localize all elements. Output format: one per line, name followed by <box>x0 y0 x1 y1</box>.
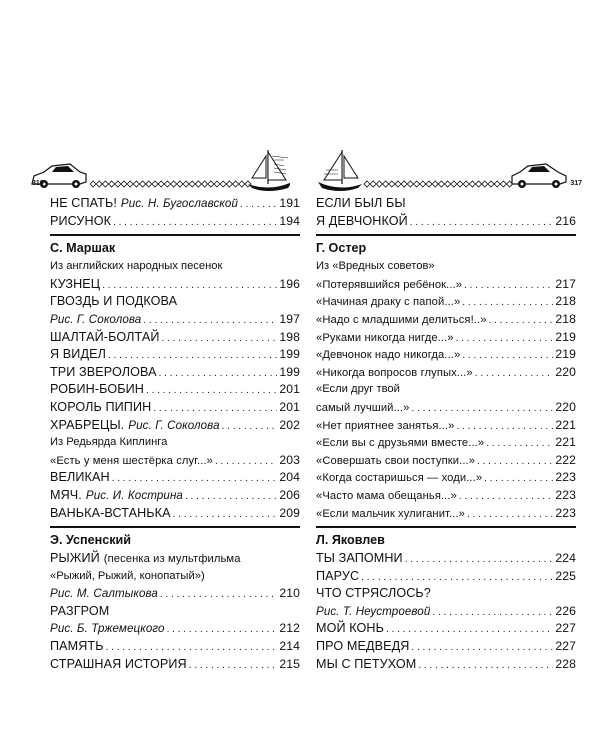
toc-entry <box>316 568 576 586</box>
entry-title: ТЫ ЗАПОМНИ <box>316 551 403 566</box>
leader-dots <box>464 277 553 295</box>
toc-entry <box>50 505 300 523</box>
diamond-mark <box>364 181 370 187</box>
diamond-border <box>90 181 251 187</box>
entry-page-number: 227 <box>555 621 576 636</box>
diamond-mark <box>171 181 177 187</box>
entry-page-number: 209 <box>279 505 300 520</box>
entry-title: РАЗГРОМ <box>50 603 110 618</box>
entry-page-number: 214 <box>279 639 300 654</box>
entry-title: МОЙ КОНЬ <box>316 621 384 636</box>
diamond-mark <box>226 181 232 187</box>
diamond-mark <box>195 181 201 187</box>
leader-dots <box>475 365 554 383</box>
diamond-mark <box>239 181 245 187</box>
entry-title: Я ВИДЕЛ <box>50 347 106 362</box>
author-heading: Г. Остер <box>316 234 576 258</box>
toc-entry <box>50 656 300 674</box>
diamond-mark <box>426 181 432 187</box>
entry-title: ГВОЗДЬ И ПОДКОВА <box>50 294 178 309</box>
right-page-header <box>302 144 582 198</box>
entry-page-number: 194 <box>279 213 300 228</box>
diamond-mark <box>407 181 413 187</box>
entry-title: Я ДЕВЧОНКОЙ <box>316 213 408 228</box>
leader-dots <box>173 506 278 524</box>
entry-page-number: 201 <box>279 399 300 414</box>
entry-page-number: 218 <box>555 311 576 326</box>
diamond-border <box>364 181 513 187</box>
diamond-mark <box>127 181 133 187</box>
page-number: 317 <box>570 180 582 187</box>
leader-dots <box>489 312 554 330</box>
diamond-mark <box>445 181 451 187</box>
leader-dots <box>143 312 277 330</box>
toc-entry <box>50 585 300 603</box>
entry-page-number: 226 <box>555 603 576 618</box>
toc-entry <box>316 550 576 568</box>
toc-entry <box>316 487 576 505</box>
leader-dots <box>146 382 277 400</box>
toc-entry <box>316 276 576 294</box>
toc-entry-title-line <box>316 195 576 213</box>
entry-title: «Потерявшийся ребёнок...» <box>316 278 463 291</box>
diamond-mark <box>220 181 226 187</box>
toc-entry <box>50 195 300 213</box>
diamond-mark <box>158 181 164 187</box>
entry-title: СТРАШНАЯ ИСТОРИЯ <box>50 656 187 671</box>
entry-title: РЫЖИЙ <box>50 551 100 566</box>
left-page <box>30 0 310 671</box>
diamond-mark <box>420 181 426 187</box>
toc-entry <box>316 434 576 452</box>
entry-title: «Есть у меня шестёрка слуг...» <box>50 454 213 467</box>
entry-title: «Надо с младшими делиться!..» <box>316 313 487 326</box>
leader-dots <box>477 453 553 471</box>
toc-entry <box>50 364 300 382</box>
right-header-ornament <box>302 144 572 198</box>
diamond-mark <box>109 181 115 187</box>
entry-title: МЯЧ. <box>50 487 82 502</box>
diamond-mark <box>133 181 139 187</box>
left-page-header <box>30 144 310 198</box>
diamond-mark <box>383 181 389 187</box>
entry-subtitle: (песенка из мультфильма <box>103 553 241 566</box>
entry-title: КУЗНЕЦ <box>50 276 101 291</box>
diamond-mark <box>494 181 500 187</box>
entry-title: «Если вы с друзьями вместе...» <box>316 437 485 450</box>
leader-dots <box>467 506 553 524</box>
diamond-mark <box>90 181 96 187</box>
leader-dots <box>106 639 278 657</box>
diamond-mark <box>414 181 420 187</box>
leader-dots <box>462 347 553 365</box>
toc-entry <box>316 346 576 364</box>
toc-entry-title-line <box>50 550 300 568</box>
diamond-mark <box>202 181 208 187</box>
diamond-mark <box>500 181 506 187</box>
diamond-mark <box>189 181 195 187</box>
sailboat-icon <box>318 150 362 191</box>
entry-title: «Совершать свои поступки...» <box>316 454 476 467</box>
toc-entry <box>316 469 576 487</box>
entry-page-number: 221 <box>555 435 576 450</box>
diamond-mark <box>457 181 463 187</box>
diamond-mark <box>401 181 407 187</box>
entry-page-number: 196 <box>279 276 300 291</box>
diamond-mark <box>102 181 108 187</box>
leader-dots <box>456 418 553 436</box>
toc-entry <box>316 417 576 435</box>
diamond-mark <box>121 181 127 187</box>
diamond-mark <box>463 181 469 187</box>
toc-note: Из английских народных песенок <box>50 260 223 273</box>
toc-entry <box>316 293 576 311</box>
entry-title: «Часто мама обещанья...» <box>316 489 457 502</box>
leader-dots <box>484 470 553 488</box>
entry-title: ТРИ ЗВЕРОЛОВА <box>50 364 157 379</box>
diamond-mark <box>214 181 220 187</box>
entry-title: МЫ С ПЕТУХОМ <box>316 656 417 671</box>
toc-entry <box>50 452 300 470</box>
entry-title: ПАМЯТЬ <box>50 639 104 654</box>
entry-illustrator: Рис. Н. Бугославской <box>120 197 239 210</box>
diamond-mark <box>208 181 214 187</box>
entry-title: ПАРУС <box>316 568 360 583</box>
entry-page-number: 201 <box>279 382 300 397</box>
toc-entry-title-line <box>50 293 300 311</box>
entry-title: «Никогда вопросов глупых...» <box>316 366 473 379</box>
entry-illustrator: Рис. Т. Неустроевой <box>316 604 431 618</box>
leader-dots <box>167 621 278 639</box>
left-header-ornament <box>30 144 290 198</box>
page-number: 316 <box>32 180 44 187</box>
entry-page-number: 223 <box>555 505 576 520</box>
entry-page-number: 224 <box>555 551 576 566</box>
entry-page-number: 218 <box>555 294 576 309</box>
sailboat-icon <box>248 150 290 191</box>
leader-dots <box>459 488 553 506</box>
car-icon <box>512 164 566 188</box>
entry-page-number: 199 <box>279 347 300 362</box>
leader-dots <box>361 569 553 587</box>
toc-entry <box>50 469 300 487</box>
entry-title: ВЕЛИКАН <box>50 470 110 485</box>
toc-left <box>50 195 300 673</box>
leader-dots <box>153 400 277 418</box>
diamond-mark <box>389 181 395 187</box>
diamond-mark <box>376 181 382 187</box>
entry-page-number: 228 <box>555 656 576 671</box>
toc-entry <box>50 213 300 231</box>
leader-dots <box>411 400 553 418</box>
toc-right <box>316 195 576 673</box>
toc-entry <box>50 346 300 364</box>
diamond-mark <box>476 181 482 187</box>
entry-page-number: 191 <box>279 196 300 210</box>
author-heading: С. Маршак <box>50 234 300 258</box>
leader-dots <box>222 418 278 436</box>
entry-illustrator: Рис. Г. Соколова <box>50 312 142 326</box>
diamond-mark <box>233 181 239 187</box>
diamond-mark <box>177 181 183 187</box>
entry-page-number: 206 <box>279 487 300 502</box>
leader-dots <box>189 657 278 675</box>
leader-dots <box>240 196 277 214</box>
toc-entry <box>316 603 576 621</box>
toc-entry <box>316 638 576 656</box>
entry-page-number: 219 <box>555 347 576 362</box>
entry-page-number: 217 <box>555 276 576 291</box>
leader-dots <box>215 453 277 471</box>
leader-dots <box>112 470 278 488</box>
author-heading: Л. Яковлев <box>316 526 576 550</box>
entry-title: РИСУНОК <box>50 213 112 228</box>
leader-dots <box>386 621 553 639</box>
entry-page-number: 198 <box>279 329 300 344</box>
diamond-mark <box>438 181 444 187</box>
entry-illustrator: Рис. М. Салтыкова <box>50 587 158 601</box>
entry-title: НЕ СПАТЬ! <box>50 196 117 210</box>
entry-illustrator: Рис. Б. Тржемецкого <box>50 622 165 636</box>
toc-entry <box>50 638 300 656</box>
leader-dots <box>486 435 553 453</box>
entry-page-number: 215 <box>279 656 300 671</box>
entry-page-number: 219 <box>555 329 576 344</box>
entry-title: ХРАБРЕЦЫ. <box>50 417 125 432</box>
entry-title: «Когда состаришься — ходи...» <box>316 472 483 485</box>
entry-page-number: 199 <box>279 364 300 379</box>
entry-page-number: 220 <box>555 364 576 379</box>
toc-entry <box>50 620 300 638</box>
diamond-mark <box>370 181 376 187</box>
toc-entry-title-line <box>316 585 576 603</box>
entry-page-number: 202 <box>279 417 300 432</box>
toc-entry <box>50 329 300 347</box>
leader-dots <box>405 551 554 569</box>
entry-page-number: 222 <box>555 452 576 467</box>
entry-page-number: 212 <box>279 621 300 636</box>
diamond-mark <box>469 181 475 187</box>
entry-title: ПРО МЕДВЕДЯ <box>316 639 410 654</box>
toc-entry <box>316 329 576 347</box>
toc-note: Из Редьярда Киплинга <box>50 436 168 449</box>
diamond-mark <box>183 181 189 187</box>
diamond-mark <box>115 181 121 187</box>
diamond-mark <box>488 181 494 187</box>
entry-title: «Если мальчик хулиганит...» <box>316 507 465 520</box>
leader-dots <box>432 604 553 622</box>
entry-page-number: 221 <box>555 417 576 432</box>
leader-dots <box>411 639 553 657</box>
toc-note: Из «Вредных советов» <box>316 260 435 273</box>
entry-title: КОРОЛЬ ПИПИН <box>50 399 152 414</box>
leader-dots <box>456 330 554 348</box>
entry-title: ШАЛТАЙ-БОЛТАЙ <box>50 329 160 344</box>
toc-entry <box>316 620 576 638</box>
entry-title: ЧТО СТРЯСЛОСЬ? <box>316 586 431 601</box>
leader-dots <box>410 214 554 232</box>
entry-page-number: 210 <box>279 586 300 601</box>
leader-dots <box>108 347 277 365</box>
diamond-mark <box>96 181 102 187</box>
entry-page-number: 220 <box>555 399 576 414</box>
leader-dots <box>113 214 277 232</box>
leader-dots <box>161 330 277 348</box>
entry-title: «Начиная драку с папой...» <box>316 296 461 309</box>
toc-entry <box>316 213 576 231</box>
entry-page-number: 216 <box>555 213 576 228</box>
toc-entry <box>50 417 300 435</box>
author-heading: Э. Успенский <box>50 526 300 550</box>
diamond-mark <box>146 181 152 187</box>
toc-entry <box>316 364 576 382</box>
entry-page-number: 204 <box>279 470 300 485</box>
toc-note: «Если друг твой <box>316 383 400 396</box>
diamond-mark <box>152 181 158 187</box>
leader-dots <box>418 657 553 675</box>
toc-entry <box>316 452 576 470</box>
toc-entry <box>316 505 576 523</box>
diamond-mark <box>140 181 146 187</box>
entry-title: «Нет приятнее занятья...» <box>316 419 455 432</box>
entry-page-number: 197 <box>279 311 300 326</box>
leader-dots <box>102 277 277 295</box>
entry-title: «Руками никогда нигде...» <box>316 331 454 344</box>
entry-title: ЕСЛИ БЫЛ БЫ <box>316 196 406 210</box>
toc-entry <box>50 487 300 505</box>
toc-entry <box>316 311 576 329</box>
entry-page-number: 203 <box>279 452 300 467</box>
diamond-mark <box>451 181 457 187</box>
toc-entry <box>50 381 300 399</box>
diamond-mark <box>482 181 488 187</box>
leader-dots <box>159 365 278 383</box>
entry-page-number: 225 <box>555 568 576 583</box>
entry-page-number: 223 <box>555 487 576 502</box>
entry-illustrator: Рис. И. Кострина <box>85 488 183 502</box>
right-page <box>302 0 582 671</box>
leader-dots <box>185 488 277 506</box>
entry-title: РОБИН-БОБИН <box>50 382 144 397</box>
toc-entry <box>316 399 576 417</box>
entry-title: «Девчонок надо никогда...» <box>316 349 461 362</box>
diamond-mark <box>432 181 438 187</box>
toc-entry-title-line <box>50 603 300 621</box>
toc-entry <box>50 311 300 329</box>
toc-entry <box>50 399 300 417</box>
toc-entry <box>316 656 576 674</box>
toc-note: «Рыжий, Рыжий, конопатый») <box>50 569 205 582</box>
entry-illustrator: Рис. Г. Соколова <box>128 418 220 432</box>
toc-entry <box>50 276 300 294</box>
entry-page-number: 223 <box>555 470 576 485</box>
entry-title: самый лучший...» <box>316 401 410 414</box>
entry-title: ВАНЬКА-ВСТАНЬКА <box>50 505 171 520</box>
diamond-mark <box>164 181 170 187</box>
entry-page-number: 227 <box>555 639 576 654</box>
diamond-mark <box>395 181 401 187</box>
leader-dots <box>160 586 277 604</box>
leader-dots <box>462 294 553 312</box>
